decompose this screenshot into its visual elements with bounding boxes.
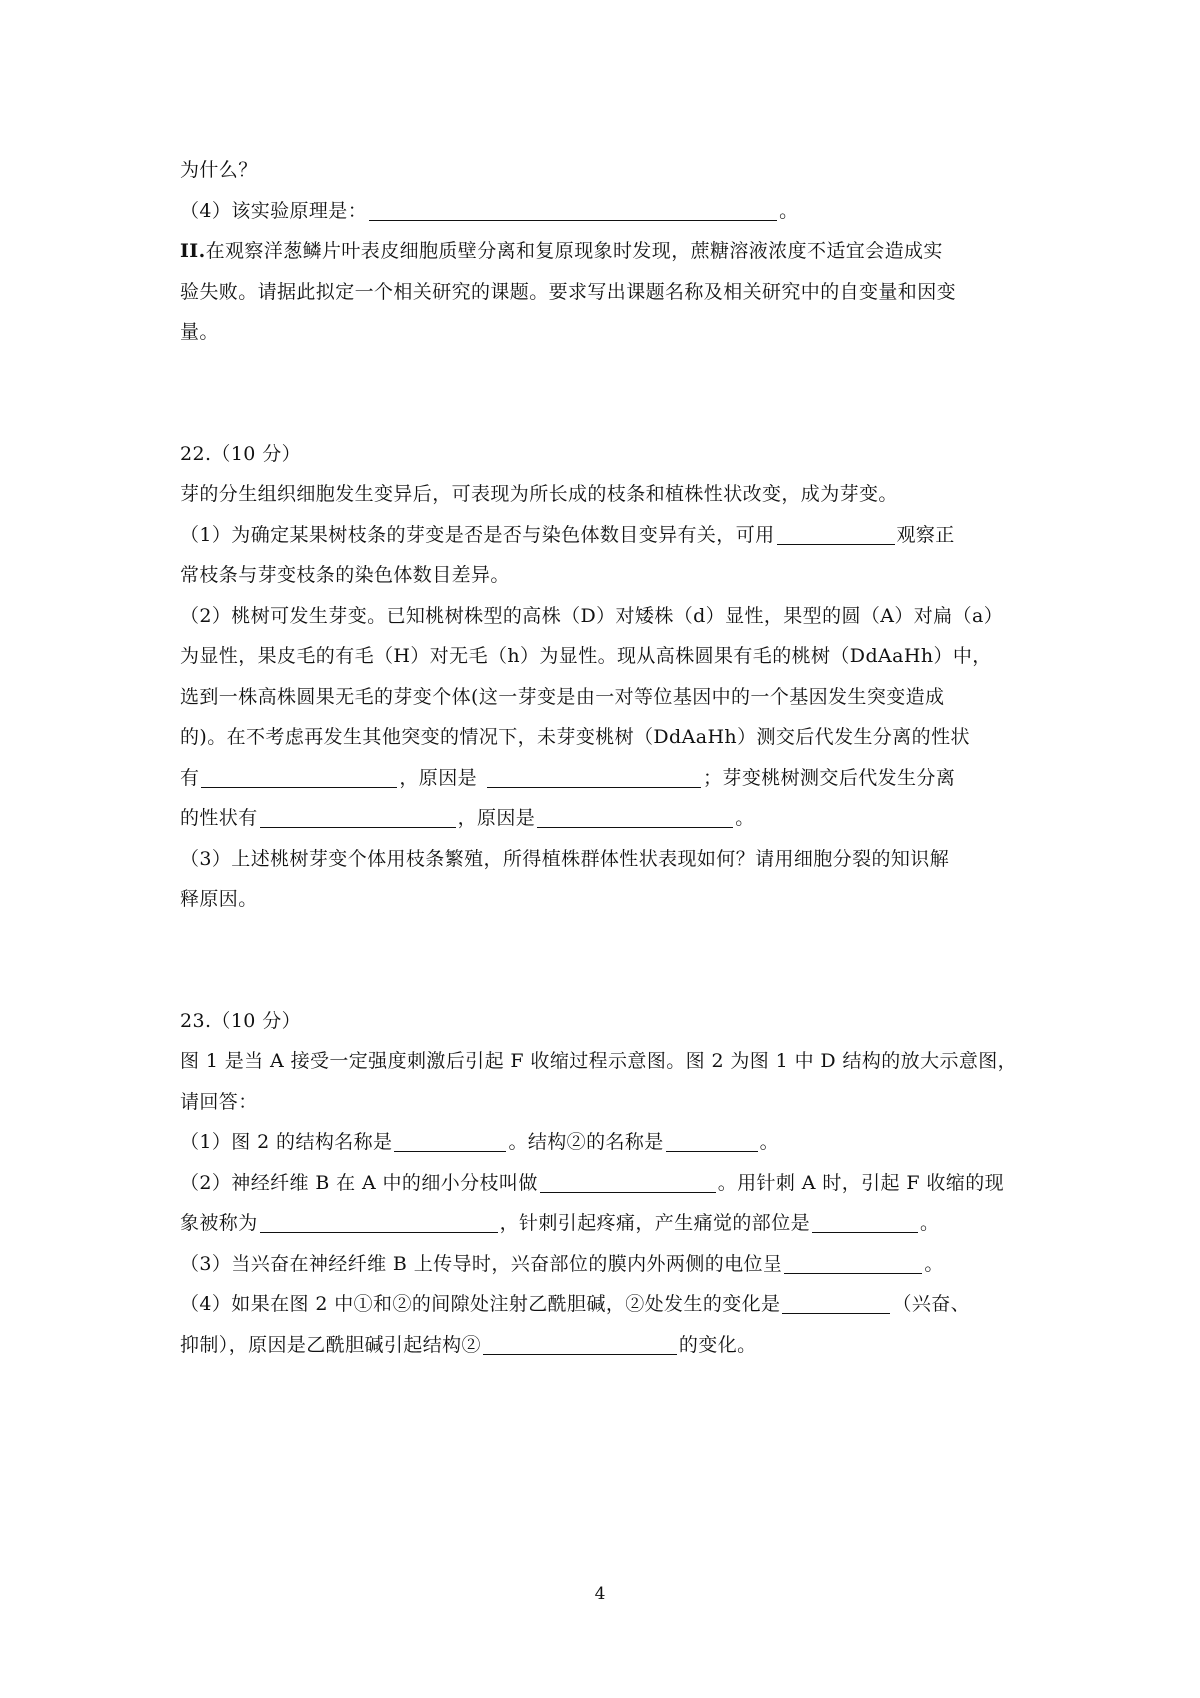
question-23-q1-text: （1）图 2 的结构名称是	[180, 1131, 393, 1153]
question-21-q4-line	[180, 191, 1030, 232]
question-22-q3-line2: 释原因。	[180, 888, 258, 910]
question-23-q2-text: （2）神经纤维 B 在 A 中的细小分枝叫做	[180, 1171, 538, 1194]
question-23-q4-line2	[180, 1325, 1030, 1366]
answer-blank[interactable]	[487, 765, 701, 788]
question-22-intro: 芽的分生组织细胞发生变异后，可表现为所长成的枝条和植株性状改变，成为芽变。	[180, 483, 898, 505]
answer-blank[interactable]	[782, 1291, 890, 1314]
question-23-q3-line	[180, 1244, 1030, 1285]
question-22-q2-text: ；芽变桃树测交后代发生分离	[703, 766, 956, 789]
question-22-q1-line1	[180, 515, 1030, 556]
spacer	[180, 353, 1030, 434]
question-22-q1-text-end: 观察正	[896, 523, 955, 546]
question-22-q2-text: ，原因是	[457, 807, 536, 829]
question-23-q2-line2	[180, 1203, 1030, 1244]
question-23-q2-text: 。	[920, 1212, 940, 1234]
question-22-q2-line1: （2）桃树可发生芽变。已知桃树株型的高株（D）对矮株（d）显性，果型的圆（A）对扁（a）	[180, 604, 1004, 627]
question-23-q1-line	[180, 1122, 1030, 1163]
question-22-q2-text: 的性状有	[180, 807, 258, 829]
question-22-q2-line2: 为显性，果皮毛的有毛（H）对无毛（h）为显性。现从高株圆果有毛的桃树（DdAaHh）中，	[180, 645, 992, 667]
answer-blank[interactable]	[812, 1210, 918, 1233]
question-23-q1-text: 。结构②的名称是	[508, 1131, 664, 1153]
question-21-part2-text1: 在观察洋葱鳞片叶表皮细胞质壁分离和复原现象时发现，蔗糖溶液浓度不适宜会造成实	[205, 240, 943, 262]
answer-blank[interactable]	[540, 1170, 716, 1193]
question-21-q4-end: 。	[779, 199, 799, 222]
question-22-q2-line6	[180, 798, 1030, 839]
spacer	[180, 920, 1030, 1001]
question-22-q2-line4: 的)。在不考虑再发生其他突变的情况下，未芽变桃树（DdAaHh）测交后代发生分离的性状	[180, 726, 970, 748]
question-23-q2-line1	[180, 1163, 1030, 1204]
answer-blank[interactable]	[777, 522, 895, 545]
question-21-why-line: 为什么？	[180, 159, 258, 181]
answer-blank[interactable]	[666, 1129, 758, 1152]
question-22-q2-line3: 选到一株高株圆果无毛的芽变个体(这一芽变是由一对等位基因中的一个基因发生突变造成	[180, 685, 945, 708]
question-23-q2-text: 象被称为	[180, 1212, 258, 1234]
question-23-q4-line1	[180, 1284, 1030, 1325]
question-21-part2-label: II.	[180, 240, 206, 262]
question-21-part2-line2: 验失败。请据此拟定一个相关研究的课题。要求写出课题名称及相关研究中的自变量和因变	[180, 280, 957, 303]
answer-blank[interactable]	[537, 805, 733, 828]
answer-blank[interactable]	[369, 198, 777, 221]
question-21-q4-prompt: （4）该实验原理是：	[180, 199, 368, 222]
question-21-part2-line1	[180, 231, 1030, 272]
answer-blank[interactable]	[784, 1251, 922, 1274]
answer-blank[interactable]	[260, 805, 456, 828]
question-23-q2-text: ，针刺引起疼痛，产生痛觉的部位是	[499, 1212, 811, 1234]
answer-blank[interactable]	[483, 1332, 677, 1355]
question-22-q1-line2: 常枝条与芽变枝条的染色体数目差异。	[180, 564, 510, 586]
question-23-intro-line2: 请回答：	[180, 1090, 258, 1113]
question-23-q3-text: （3）当兴奋在神经纤维 B 上传导时，兴奋部位的膜内外两侧的电位呈	[180, 1252, 783, 1275]
question-23-q4-text: （兴奋、	[892, 1293, 971, 1315]
question-23-q4-text: 抑制），原因是乙酰胆碱引起结构②	[180, 1333, 481, 1356]
question-22-q2-line5	[180, 758, 1030, 799]
question-22-q3-line1: （3）上述桃树芽变个体用枝条繁殖，所得植株群体性状表现如何？请用细胞分裂的知识解	[180, 847, 950, 870]
question-22-q1-text: （1）为确定某果树枝条的芽变是否是否与染色体数目变异有关，可用	[180, 523, 775, 546]
question-22-q2-text: ，原因是	[399, 766, 478, 789]
question-22-q2-text: 。	[735, 807, 755, 829]
answer-blank[interactable]	[260, 1210, 498, 1233]
question-23-q2-text: 。用针刺 A 时，引起 F 收缩的现	[717, 1171, 1004, 1194]
question-23-header: 23.（10 分）	[180, 1009, 302, 1032]
question-23-q4-text: 的变化。	[678, 1333, 757, 1356]
answer-blank[interactable]	[394, 1129, 506, 1152]
page-content	[180, 150, 1030, 1365]
question-22-q2-text: 有	[180, 766, 200, 789]
question-22-header: 22.（10 分）	[180, 442, 302, 465]
question-21-part2-line3: 量。	[180, 321, 219, 343]
question-23-intro-line1: 图 1 是当 A 接受一定强度刺激后引起 F 收缩过程示意图。图 2 为图 1 中 D 结构的放大示意图，	[180, 1050, 1018, 1072]
page-number: 4	[594, 1584, 606, 1604]
question-23-q4-text: （4）如果在图 2 中①和②的间隙处注射乙酰胆碱，②处发生的变化是	[180, 1293, 781, 1315]
question-23-q1-text: 。	[759, 1131, 780, 1153]
answer-blank[interactable]	[201, 765, 397, 788]
question-23-q3-text: 。	[924, 1252, 944, 1275]
